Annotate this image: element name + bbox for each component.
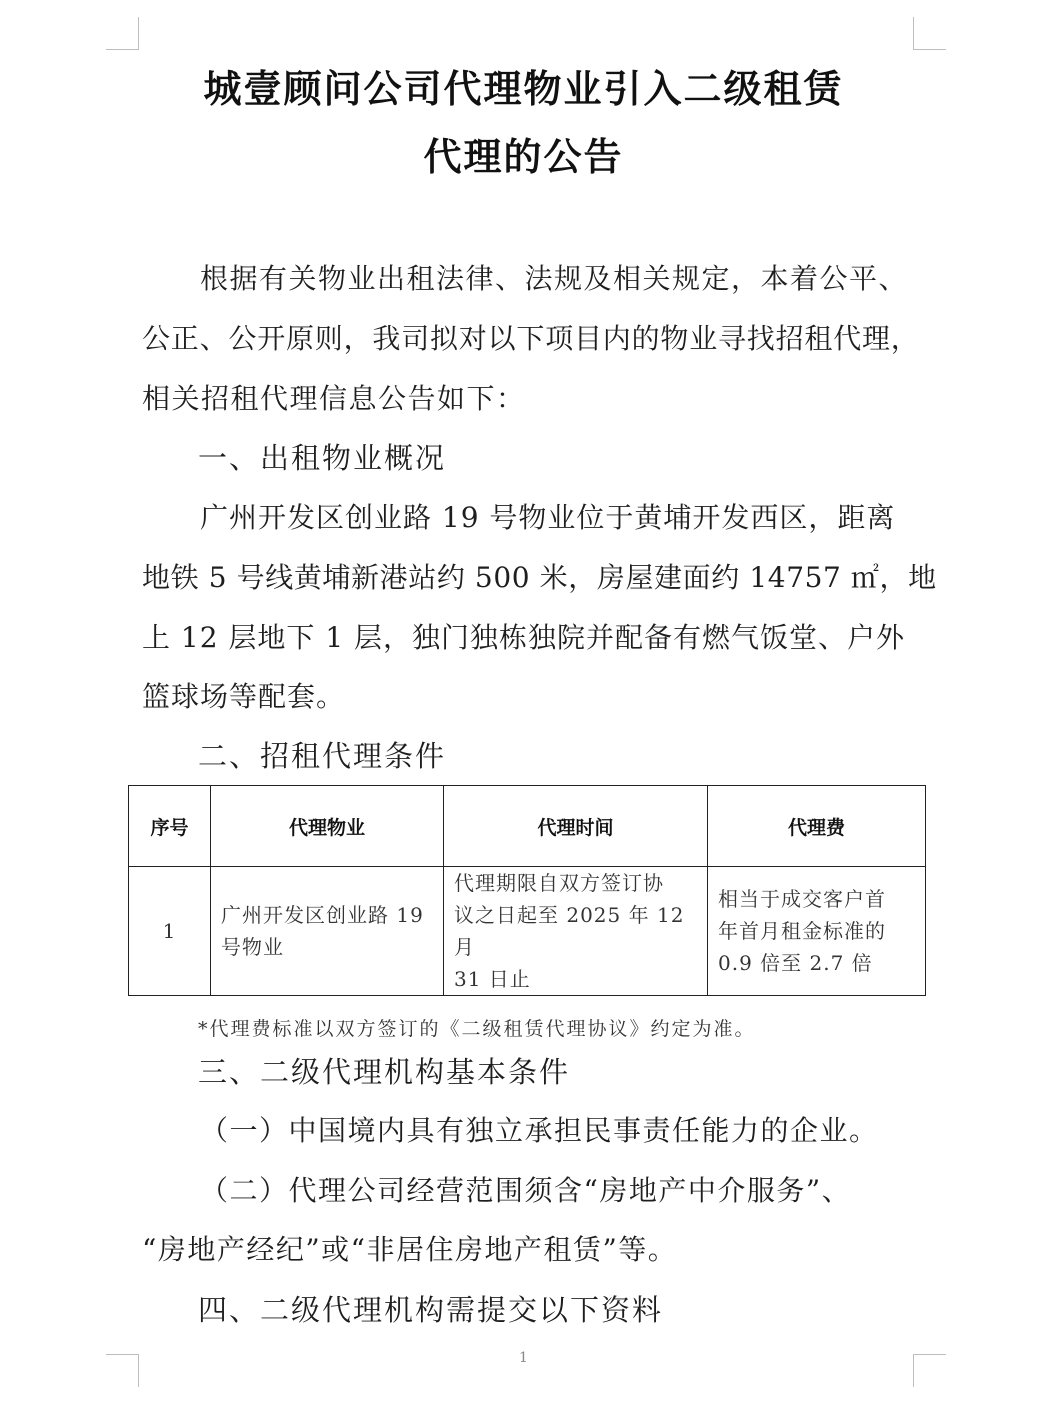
section-1-heading: 一、出租物业概况 bbox=[198, 441, 447, 475]
document-title-line-1: 城壹顾问公司代理物业引入二级租赁 bbox=[203, 67, 844, 111]
intro-line-1: 根据有关物业出租法律、法规及相关规定，本着公平、 bbox=[200, 262, 909, 295]
section-3-item-2-line-2: “房地产经纪”或“非居住房地产租赁”等。 bbox=[142, 1233, 678, 1266]
crop-mark-top-right bbox=[913, 17, 946, 50]
section-1-line-3: 上 12 层地下 1 层，独门独栋独院并配备有燃气饭堂、户外 bbox=[142, 621, 906, 654]
section-1-line-1: 广州开发区创业路 19 号物业位于黄埔开发西区，距离 bbox=[200, 501, 896, 534]
cell-fee-line-2: 年首月租金标准的 bbox=[718, 919, 886, 943]
header-agency-property: 代理物业 bbox=[211, 786, 444, 867]
cell-fee-line-1: 相当于成交客户首 bbox=[718, 887, 886, 911]
agency-conditions-table bbox=[128, 785, 926, 996]
header-agency-fee: 代理费 bbox=[708, 786, 926, 867]
section-3-item-1: （一）中国境内具有独立承担民事责任能力的企业。 bbox=[200, 1114, 879, 1147]
fee-note: *代理费标准以双方签订的《二级租赁代理协议》约定为准。 bbox=[198, 1018, 756, 1040]
section-2-heading: 二、招租代理条件 bbox=[198, 739, 447, 773]
cell-agency-fee bbox=[708, 867, 926, 996]
header-agency-period: 代理时间 bbox=[444, 786, 708, 867]
intro-line-2: 公正、公开原则，我司拟对以下项目内的物业寻找招租代理， bbox=[142, 322, 920, 355]
cell-period-line-3: 31 日止 bbox=[454, 967, 531, 991]
table-header-row bbox=[129, 786, 926, 867]
cell-property-line-2: 号物业 bbox=[221, 935, 284, 959]
cell-fee-line-3: 0.9 倍至 2.7 倍 bbox=[718, 951, 873, 975]
cell-property-line-1: 广州开发区创业路 19 bbox=[221, 903, 424, 927]
section-3-item-2-line-1: （二）代理公司经营范围须含“房地产中介服务”、 bbox=[200, 1174, 852, 1207]
header-serial-number: 序号 bbox=[129, 786, 211, 867]
cell-agency-period bbox=[444, 867, 708, 996]
cell-serial-number: 1 bbox=[129, 867, 211, 996]
intro-line-3: 相关招租代理信息公告如下： bbox=[142, 382, 526, 415]
section-3-heading: 三、二级代理机构基本条件 bbox=[198, 1055, 571, 1089]
cell-period-line-2: 议之日起至 2025 年 12 月 bbox=[454, 903, 685, 959]
section-1-line-4: 篮球场等配套。 bbox=[142, 680, 346, 713]
crop-mark-top-left bbox=[106, 17, 139, 50]
cell-period-line-1: 代理期限自双方签订协 bbox=[454, 871, 664, 895]
section-4-heading: 四、二级代理机构需提交以下资料 bbox=[198, 1293, 664, 1327]
table-row bbox=[129, 867, 926, 996]
document-title-line-2: 代理的公告 bbox=[423, 135, 624, 179]
section-1-line-2: 地铁 5 号线黄埔新港站约 500 米，房屋建面约 14757 ㎡，地 bbox=[142, 561, 937, 594]
page-number: 1 bbox=[519, 1350, 528, 1366]
cell-agency-property bbox=[211, 867, 444, 996]
